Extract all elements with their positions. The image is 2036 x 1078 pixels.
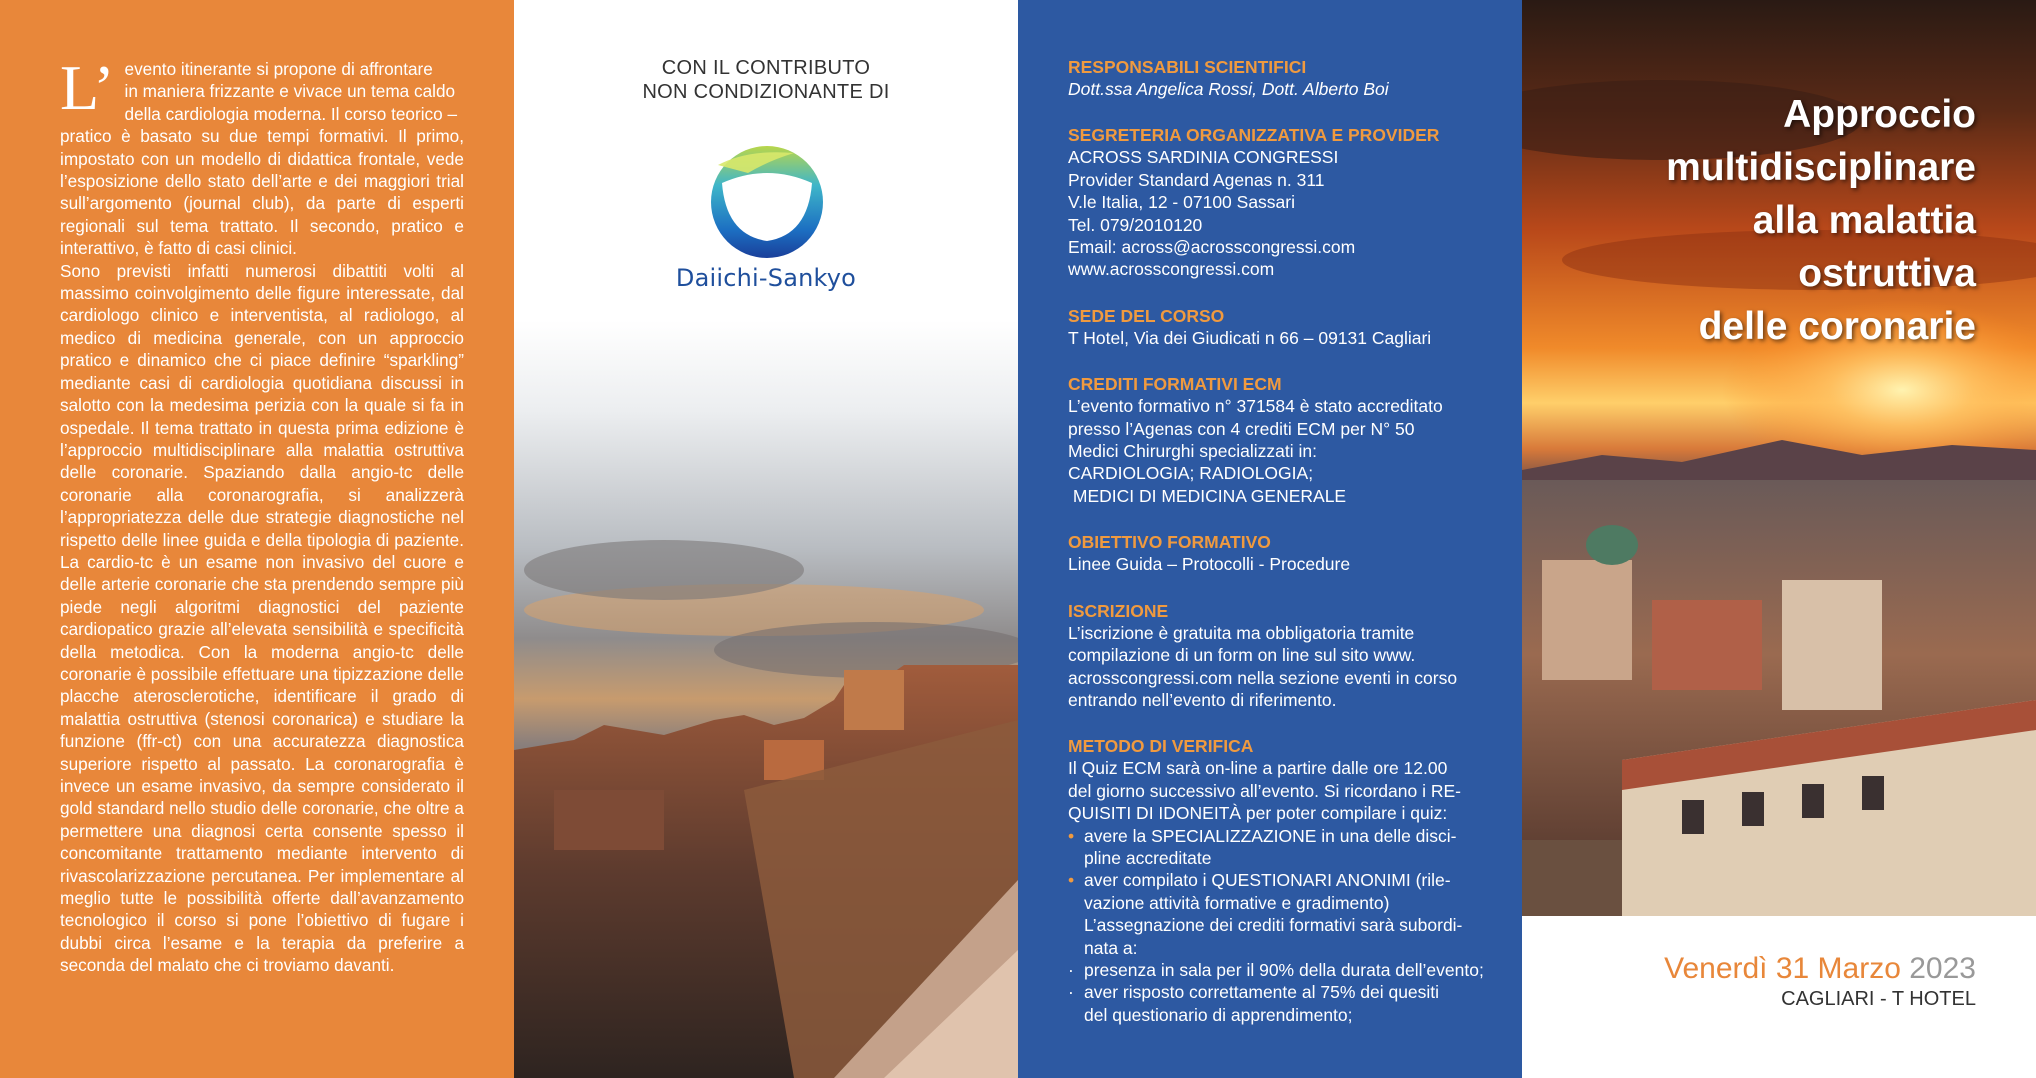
intro-line: in maniera frizzante e vivace un tema caldo (124, 81, 456, 102)
section-iscrizione (1068, 600, 1488, 712)
date-year: 2023 (1909, 952, 1976, 985)
section-text: Provider Standard Agenas n. 311 (1068, 169, 1325, 190)
section-responsabili (1068, 56, 1488, 100)
requirement-bullet (1068, 825, 1488, 870)
brand-name: Daiichi-Sankyo (675, 264, 857, 292)
email-link[interactable]: Email: across@acrosscongressi.com (1068, 237, 1356, 258)
section-text: QUISITI DI IDONEITÀ per poter compilare i quiz: (1068, 803, 1448, 824)
sponsor-panel (514, 0, 1018, 1078)
section-text: presso l’Agenas con 4 crediti ECM per N° 50 (1068, 418, 1415, 439)
section-obiettivo (1068, 531, 1488, 575)
section-heading: RESPONSABILI SCIENTIFICI (1068, 57, 1307, 77)
section-text: acrosscongressi.com nella sezione eventi in corso (1068, 667, 1458, 688)
sponsor-label (514, 56, 1018, 104)
section-text: Dott.ssa Angelica Rossi, Dott. Alberto Boi (1068, 79, 1389, 99)
section-text: Il Quiz ECM sarà on-line a partire dalle ore 12.00 (1068, 758, 1448, 779)
section-text: Linee Guida – Protocolli - Procedure (1068, 554, 1351, 575)
section-text: V.le Italia, 12 - 07100 Sassari (1068, 192, 1295, 213)
bullet-text: • aver compilato i QUESTIONARI ANONIMI (rile- (1084, 870, 1451, 891)
condition-text: · presenza in sala per il 90% della durata dell’evento; (1084, 959, 1484, 980)
section-metodo (1068, 735, 1488, 1026)
section-text: ACROSS SARDINIA CONGRESSI (1068, 147, 1339, 168)
section-text: Tel. 079/2010120 (1068, 214, 1203, 235)
section-heading: SEDE DEL CORSO (1068, 305, 1225, 326)
section-crediti (1068, 373, 1488, 507)
condition-text: · aver risposto correttamente al 75% dei quesiti (1084, 982, 1440, 1003)
section-text: T Hotel, Via dei Giudicati n 66 – 09131 Cagliari (1068, 327, 1432, 348)
section-heading: OBIETTIVO FORMATIVO (1068, 532, 1271, 553)
section-text: L’iscrizione è gratuita ma obbligatoria tramite (1068, 622, 1415, 643)
credits-note (1068, 914, 1488, 959)
section-text: Medici Chirurghi specializzati in: (1068, 441, 1317, 462)
section-heading: METODO DI VERIFICA (1068, 736, 1254, 757)
intro-line: evento itinerante si propone di affrontare (124, 59, 433, 79)
cover-panel (1522, 0, 2036, 1078)
section-heading: ISCRIZIONE (1068, 600, 1169, 621)
event-date (1664, 952, 1976, 986)
section-segreteria (1068, 124, 1488, 280)
condition-item (1068, 981, 1488, 1026)
title-line: delle coronarie (1698, 305, 1976, 348)
note-text: nata a: (1084, 937, 1138, 958)
info-panel (1018, 0, 1522, 1078)
condition-text: del questionario di apprendimento; (1084, 1004, 1353, 1025)
event-title (1536, 88, 1976, 353)
date-day: Venerdì 31 Marzo (1664, 952, 1901, 985)
sponsor-label-line: CON IL CONTRIBUTO (661, 57, 871, 79)
event-venue: CAGLIARI - T HOTEL (1781, 988, 1976, 1010)
section-text: MEDICI DI MEDICINA GENERALE (1068, 485, 1347, 506)
section-text: del giorno successivo all’evento. Si ricordano i RE- (1068, 780, 1461, 801)
bullet-text: vazione attività formative e gradimento) (1084, 892, 1390, 913)
intro-text (60, 52, 464, 977)
section-text: CARDIOLOGIA; RADIOLOGIA; (1068, 463, 1314, 484)
title-line: multidisciplinare (1666, 146, 1976, 189)
section-text: L’evento formativo n° 371584 è stato accreditato (1068, 396, 1443, 417)
title-line: Approccio (1783, 93, 1976, 136)
intro-line: della cardiologia moderna. Il corso teorico – (124, 103, 458, 124)
section-sede (1068, 305, 1488, 349)
intro-panel (0, 0, 514, 1078)
bullet-text: • avere la SPECIALIZZAZIONE in una delle disci- (1084, 825, 1457, 846)
requirement-bullet (1068, 869, 1488, 914)
cagliari-city-photo (514, 320, 1018, 1078)
section-heading: SEGRETERIA ORGANIZZATIVA E PROVIDER (1068, 125, 1440, 146)
sponsor-label-line: NON CONDIZIONANTE DI (642, 81, 890, 103)
bullet-text: pline accreditate (1084, 847, 1212, 868)
intro-paragraph-1: pratico è basato su due tempi formativi. Il primo, impostato con un modello di didattica frontale, vede l’esposizione dello stato dell’arte e dei maggiori trial sull’argomento (journal club), da parte di esperti regionali sul tema trattato. Il secondo, pratico e interattivo, è fatto di casi clinici. (60, 126, 464, 259)
website-link[interactable]: www.acrosscongressi.com (1068, 259, 1275, 280)
section-text: compilazione di un form on line sul sito www. (1068, 645, 1416, 666)
intro-paragraph-2: Sono previsti infatti numerosi dibattiti volti al massimo coinvolgimento delle figure interessate, dal cardiologo clinico e interventista, al radiologo, al medico di medicina generale, con un approccio pratico e dinamico che ci piace definire “sparkling” mediante casi di cardiologia quotidiana discussi in salotto con la medesima perizia con la quale si fa in ospedale. Il tema trattato in questa prima edizione è l’approccio multidisciplinare alla malattia ostruttiva delle coronarie. Spaziando dalla angio-tc delle coronarie alla coronarografia, si analizzerà l’appropriatezza delle due strategie diagnostiche nel rispetto delle linee guida e della tipologia di paziente. La cardio-tc è un esame non invasivo del cuore e delle arterie coronarie che sta prendendo sempre più piede negli algoritmi diagnostici del paziente cardiopatico grazie all’elevata sensibilità e specificità della metodica. Con la moderna angio-tc delle coronarie è possibile effettuare una tipizzazione delle placche aterosclerotiche, identificare il grado di malattia ostruttiva (stenosi coronarica) e studiare la funzione (ffr-ct) con una accuratezza diagnostica superiore rispetto al passato. La coronarografia è invece un esame invasivo, da sempre considerato il gold standard nello studio delle coronarie, che oltre a permettere una diagnosi certa consente spesso il concomitante trattamento mediante intervento di rivascolarizzazione percutanea. Per implementare al meglio tutte le possibilità offerte dall’avanzamento tecnologico il corso si pone l’obiettivo di fugare i dubbi circa l’esame e la terapia da preferire a seconda del malato che ci troviamo davanti. (60, 260, 464, 976)
section-heading: CREDITI FORMATIVI ECM (1068, 374, 1282, 395)
section-text: entrando nell’evento di riferimento. (1068, 689, 1337, 710)
daiichi-sankyo-logo-icon (708, 143, 826, 261)
note-text: L’assegnazione dei crediti formativi sarà subordi- (1084, 915, 1463, 936)
drop-cap: L’ (60, 52, 115, 123)
info-content (1068, 56, 1488, 1050)
title-line: alla malattia (1752, 199, 1976, 242)
title-line: ostruttiva (1798, 252, 1976, 295)
condition-item (1068, 959, 1488, 981)
